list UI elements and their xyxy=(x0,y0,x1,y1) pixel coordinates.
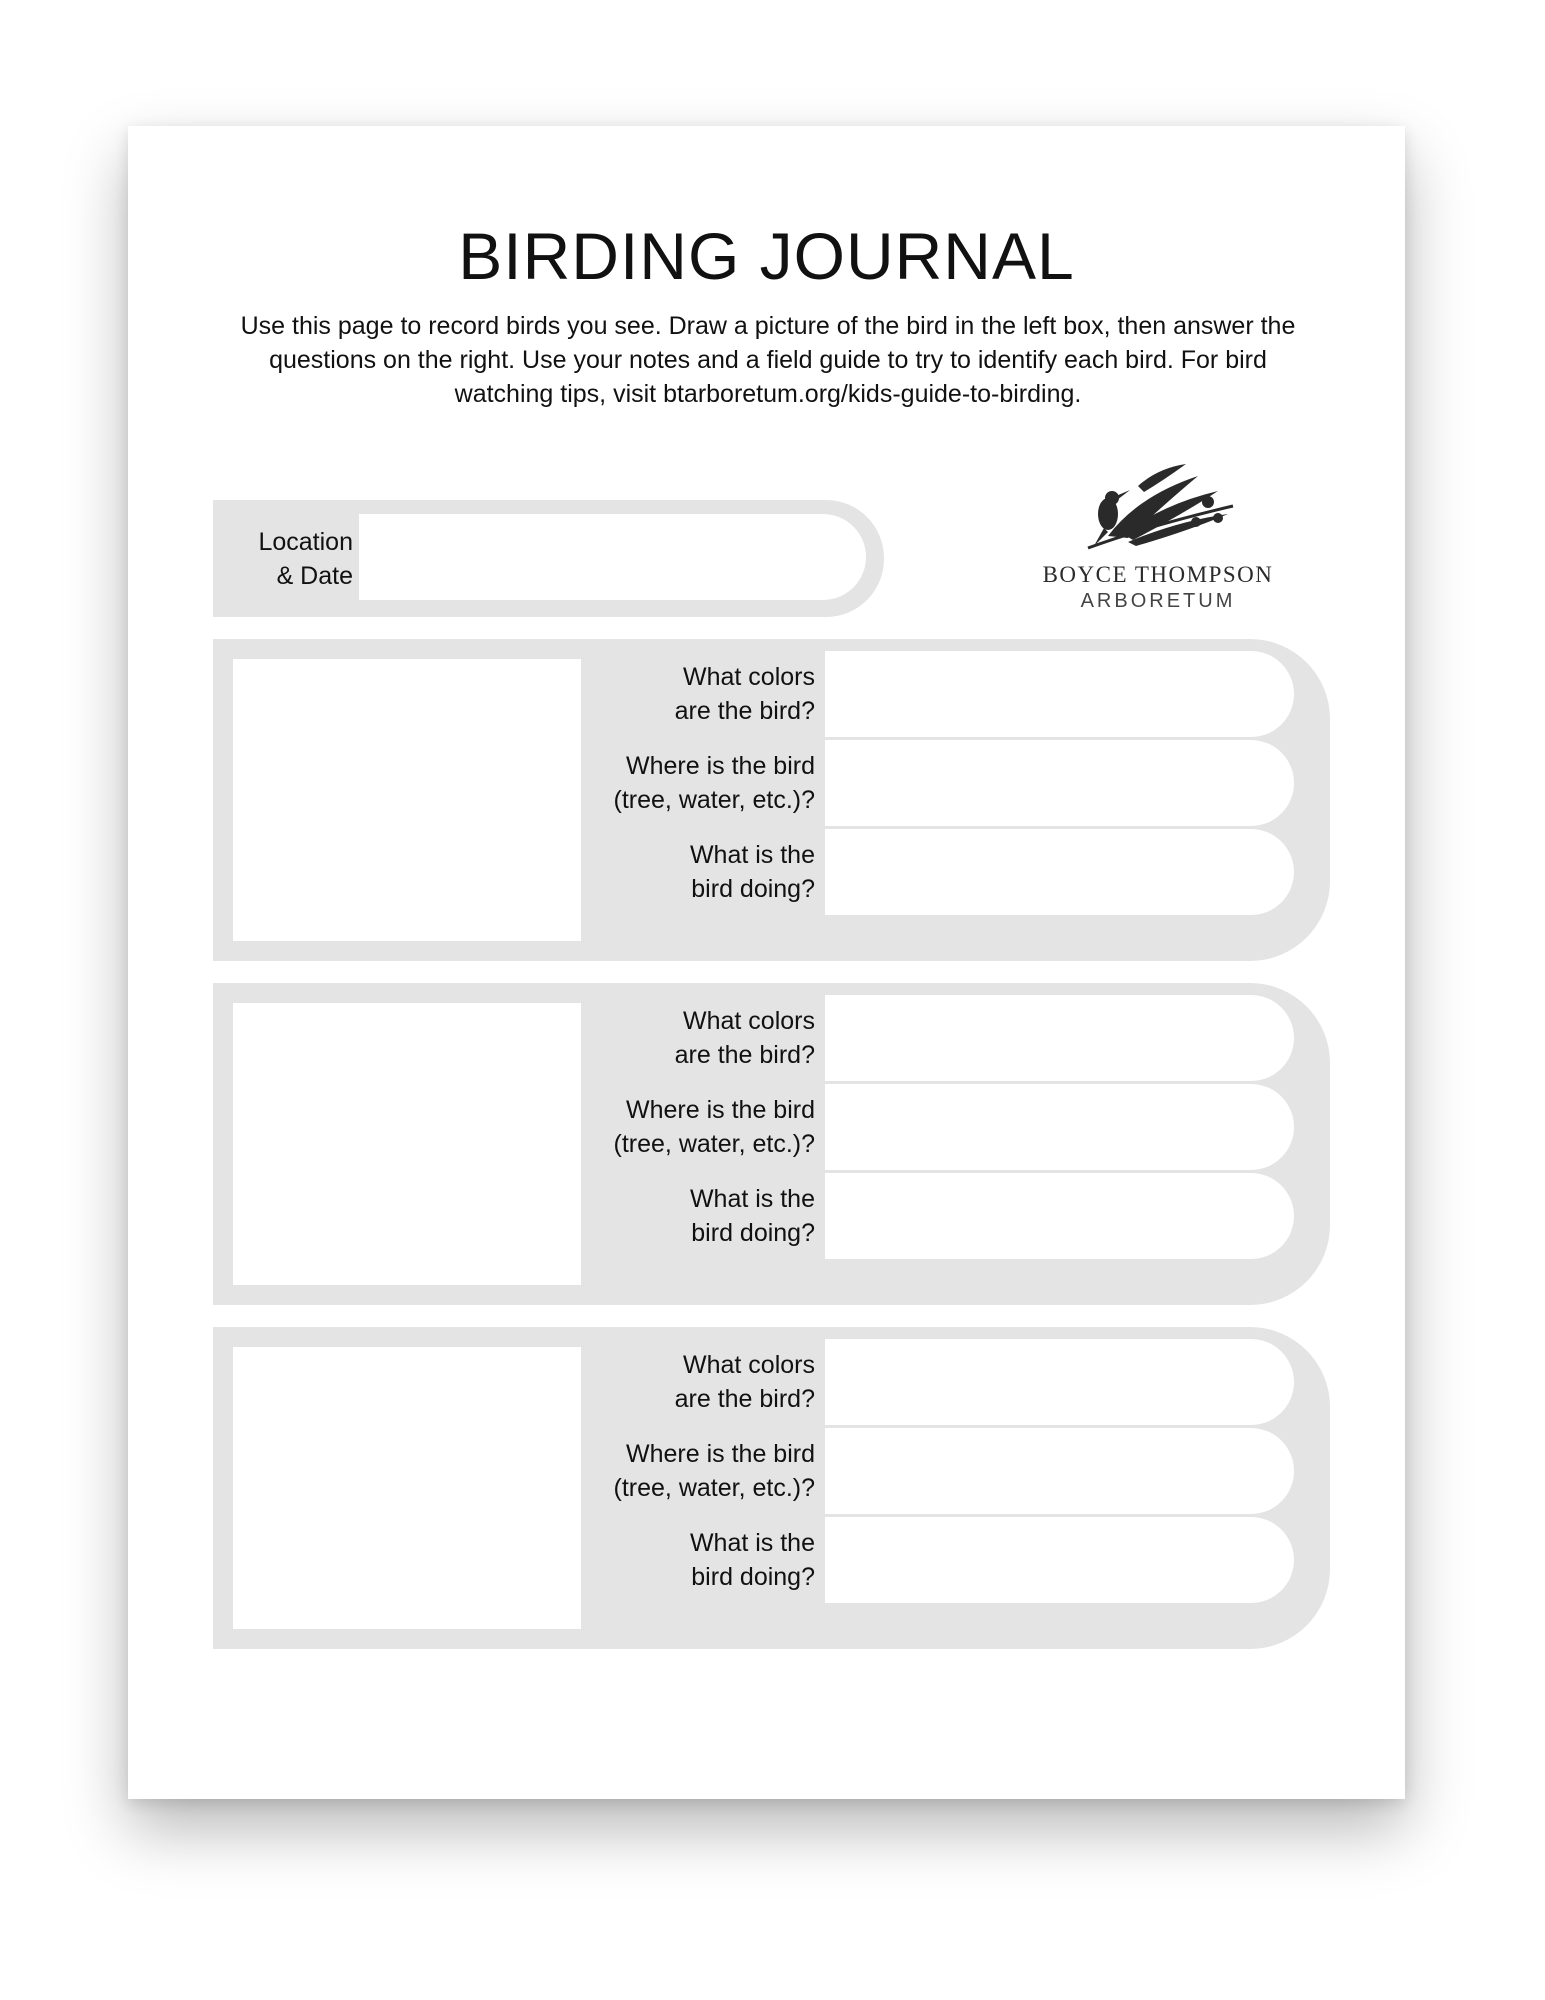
doing-answer-field[interactable] xyxy=(825,829,1294,915)
colors-answer-field[interactable] xyxy=(825,651,1294,737)
drawing-box[interactable] xyxy=(233,1347,581,1629)
question-colors-label: What colors are the bird? xyxy=(674,1351,815,1413)
location-date-label: Location & Date xyxy=(258,527,353,590)
logo-subtitle: ARBORETUM xyxy=(1080,590,1236,612)
location-date-row xyxy=(213,500,884,617)
doing-answer-field[interactable] xyxy=(825,1173,1294,1259)
colors-answer-field[interactable] xyxy=(825,1339,1294,1425)
question-doing-label: What is the bird doing? xyxy=(689,1185,815,1247)
boyce-thompson-logo xyxy=(1008,456,1308,626)
question-where-label: Where is the bird (tree, water, etc.)? xyxy=(613,752,815,814)
drawing-box[interactable] xyxy=(233,659,581,941)
page-title: BIRDING JOURNAL xyxy=(458,219,1075,293)
drawing-box[interactable] xyxy=(233,1003,581,1285)
colors-answer-field[interactable] xyxy=(825,995,1294,1081)
hummingbird-branch-icon xyxy=(1068,456,1248,556)
journal-sheet xyxy=(128,126,1405,1799)
location-date-field[interactable] xyxy=(359,514,866,600)
where-answer-field[interactable] xyxy=(825,1084,1294,1170)
question-doing-label: What is the bird doing? xyxy=(689,841,815,903)
logo-name: BOYCE THOMPSON xyxy=(1042,562,1274,587)
where-answer-field[interactable] xyxy=(825,740,1294,826)
bird-entry-3 xyxy=(213,1327,1330,1649)
intro-text: Use this page to record birds you see. Draw a picture of the bird in the left box, then answer the questions on the right. Use your notes and a field guide to try to identify each bird. For bird watching tips, visit btarboretum.org/kids-guide-to-birding. xyxy=(240,312,1296,408)
where-answer-field[interactable] xyxy=(825,1428,1294,1514)
doing-answer-field[interactable] xyxy=(825,1517,1294,1603)
bird-entry-1 xyxy=(213,639,1330,961)
question-colors-label: What colors are the bird? xyxy=(674,1007,815,1069)
question-doing-label: What is the bird doing? xyxy=(689,1529,815,1591)
question-colors-label: What colors are the bird? xyxy=(674,663,815,725)
question-where-label: Where is the bird (tree, water, etc.)? xyxy=(613,1440,815,1502)
bird-entry-2 xyxy=(213,983,1330,1305)
question-where-label: Where is the bird (tree, water, etc.)? xyxy=(613,1096,815,1158)
